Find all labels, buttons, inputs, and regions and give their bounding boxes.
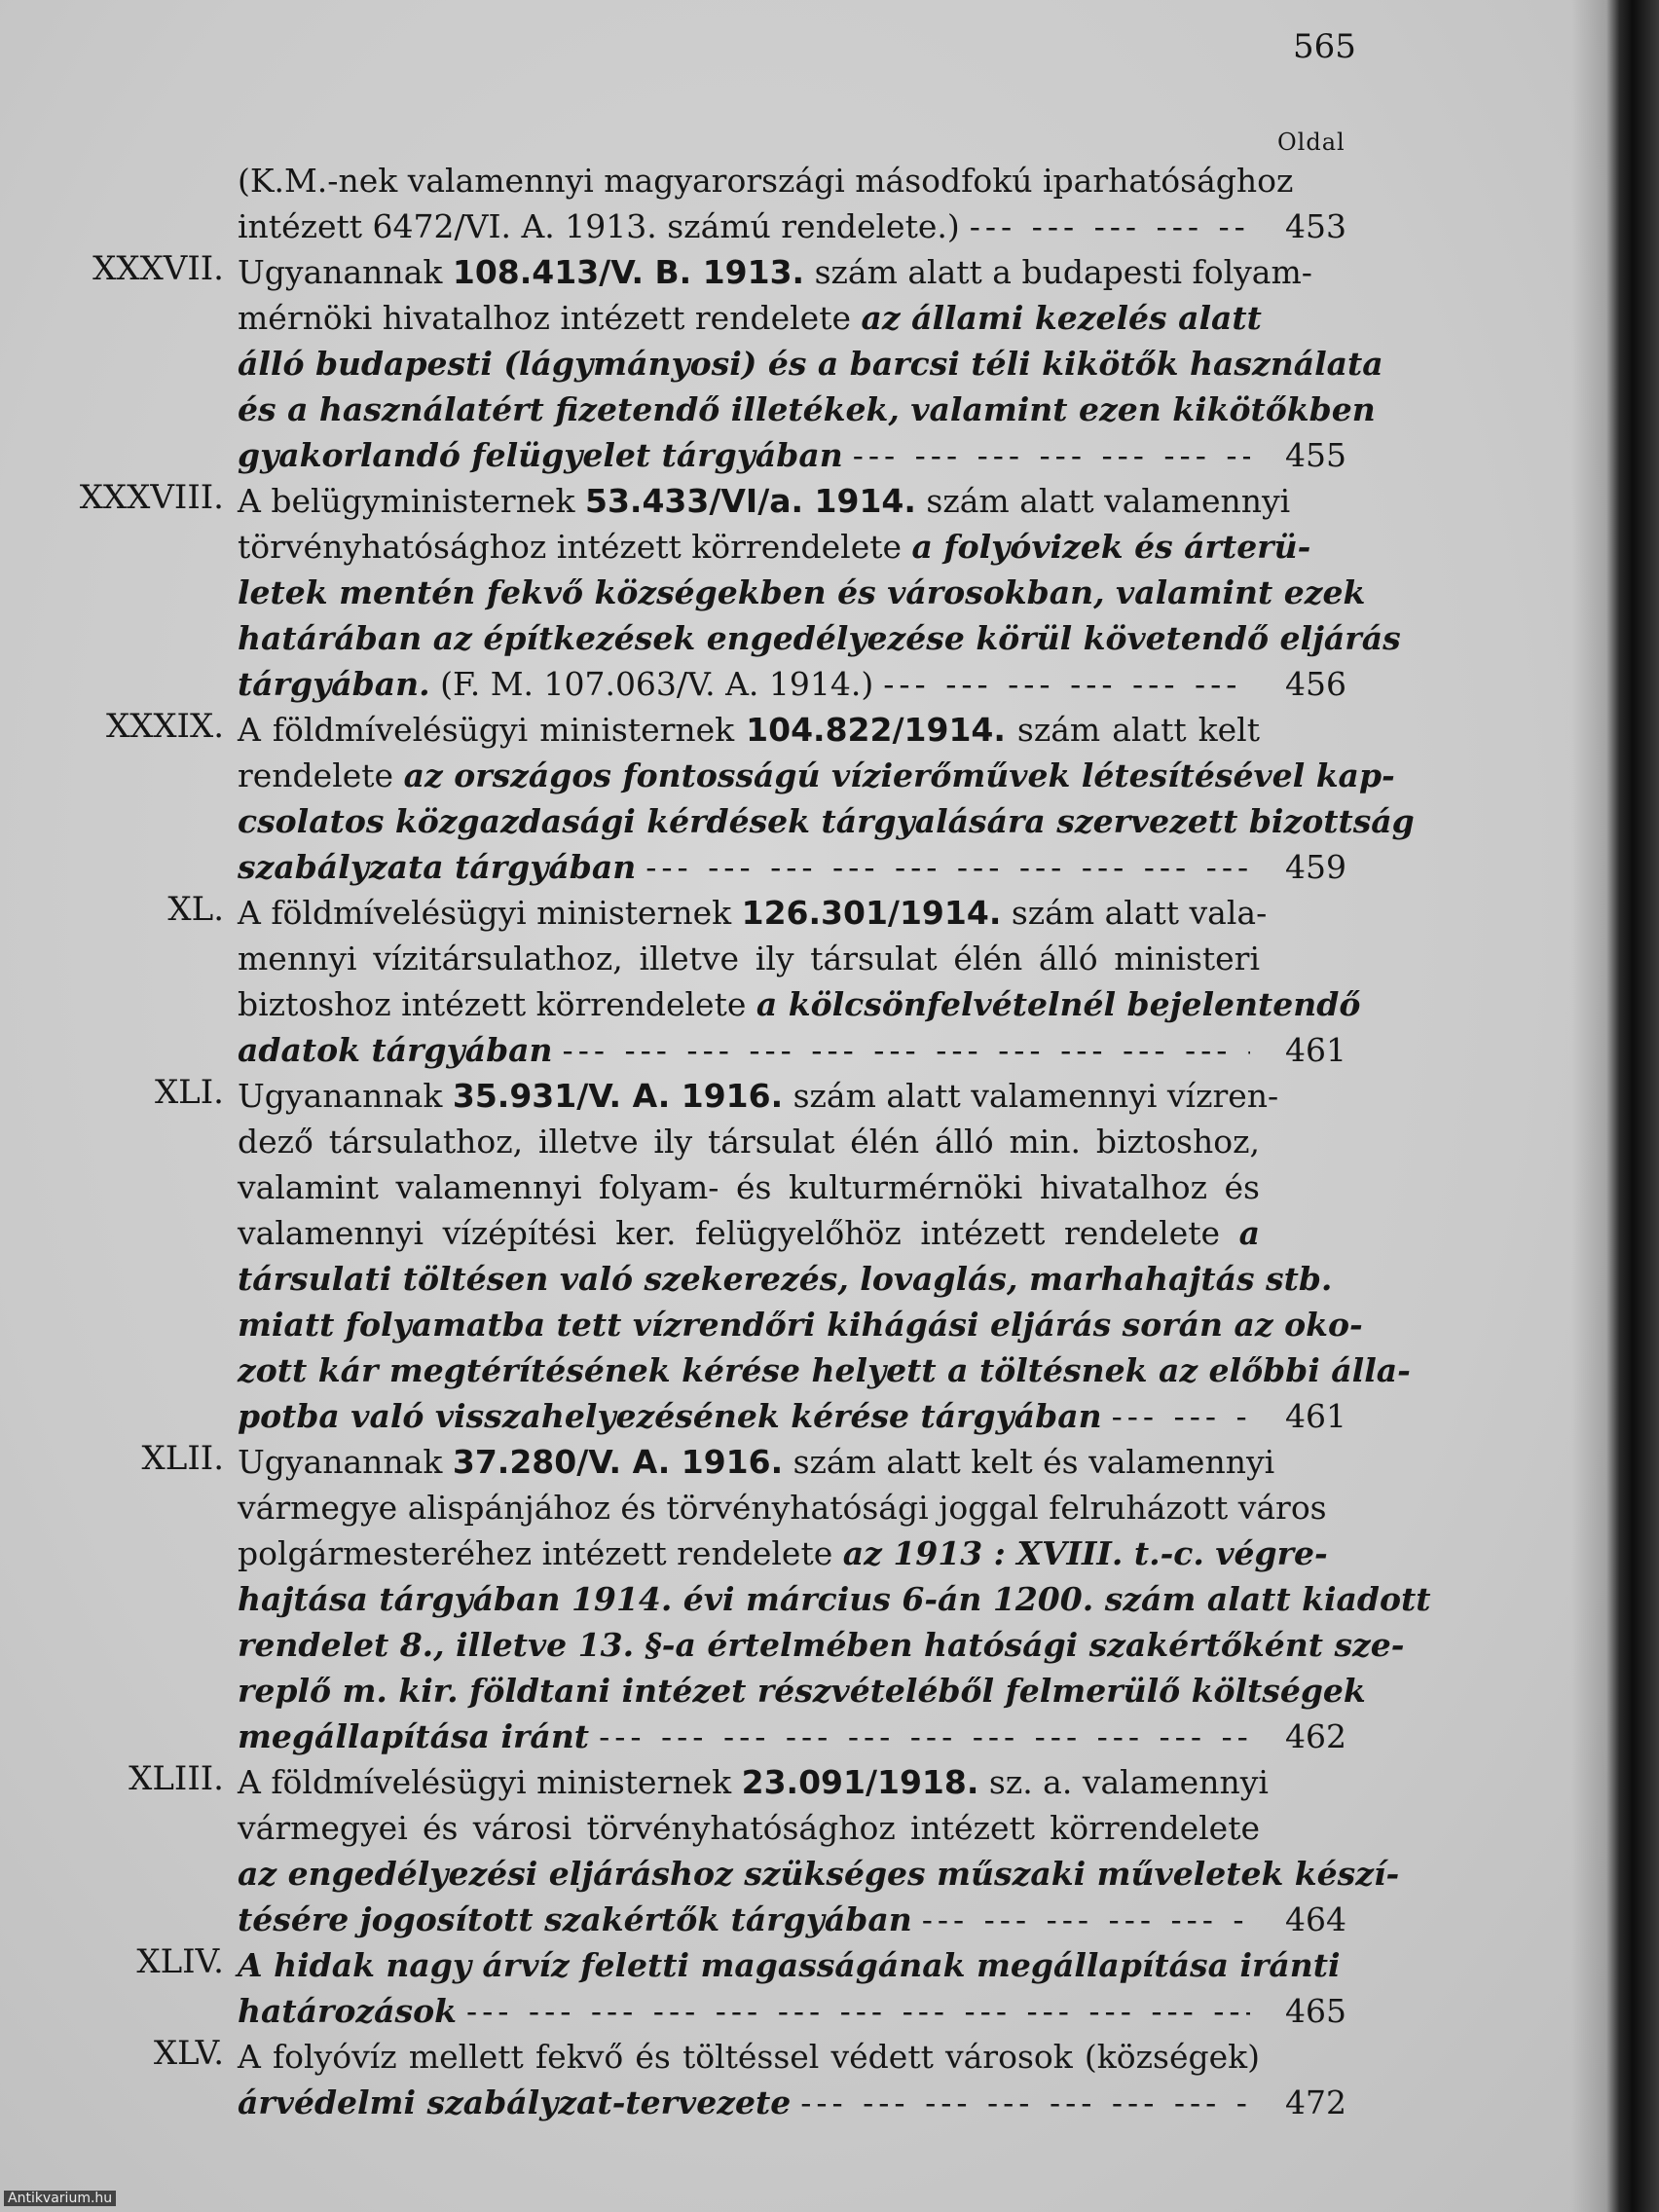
subject-text: a kölcsönfelvételnél bejelentendő [756, 985, 1361, 1023]
subject-text: a [1238, 1214, 1260, 1252]
toc-text-line [238, 387, 1376, 432]
page-number: 565 [1293, 27, 1356, 66]
toc-text-line [238, 478, 1291, 524]
subject-text: potba való visszahelyezésének kérése tárgyában [238, 1397, 1102, 1435]
toc-entry-text [238, 158, 1294, 249]
text-segment: szám alatt a budapesti folyam- [804, 253, 1312, 291]
toc-text-line [238, 249, 1312, 295]
text-segment: biztoshoz intézett körrendelete [238, 985, 756, 1023]
toc-text-line [238, 524, 1311, 570]
subject-text: rendelet 8., illetve 13. §-a értelmében hatósági szakértőként sze- [238, 1626, 1405, 1664]
text-segment: vármegye alispánjához és törvényhatósági joggal felruházott város [238, 1489, 1327, 1527]
toc-text-line [238, 1897, 1260, 1942]
toc-text-line [238, 1027, 1260, 1073]
toc-text-line [238, 158, 1294, 203]
subject-text: replő m. kir. földtani intézet részvételéből felmerülő költségek [238, 1672, 1366, 1710]
toc-line-text [238, 844, 636, 890]
toc-entry-number: XXXIX. [105, 707, 224, 746]
text-segment: szám alatt vala- [1001, 894, 1268, 932]
toc-text-line [238, 1164, 1260, 1210]
toc-entry-number: XXXVIII. [79, 478, 224, 517]
toc-text-line [238, 1942, 1341, 1988]
toc-entry [0, 890, 1361, 1073]
toc-text-line [238, 1073, 1279, 1119]
leader-dots [1112, 1393, 1250, 1439]
toc-text-line [238, 1530, 1328, 1576]
toc-text-line [238, 1668, 1366, 1714]
text-segment: (K.M.-nek valamennyi magyarországi másodfokú iparhatósághoz [238, 162, 1294, 200]
toc-page-reference: 455 [1285, 436, 1346, 474]
text-segment: szám alatt valamennyi vízren- [783, 1077, 1279, 1115]
toc-entry-number: XXXVII. [92, 249, 224, 288]
subject-text: A hidak nagy árvíz feletti magasságának megállapítása iránti [238, 1946, 1341, 1984]
toc-line-text [238, 1393, 1102, 1439]
toc-entry-number: XLV. [153, 2034, 224, 2073]
toc-entry-number: XLIII. [129, 1759, 224, 1798]
toc-page-reference: 459 [1285, 848, 1346, 886]
decree-number: 126.301/1914. [741, 894, 1002, 932]
toc-page-reference: 465 [1285, 1992, 1346, 2030]
leader-dots [883, 661, 1250, 707]
toc-text-line [238, 1622, 1405, 1668]
subject-text: tésére jogosított szakértők tárgyában [238, 1900, 912, 1938]
subject-text: hajtása tárgyában 1914. évi március 6-án 1200. szám alatt kiadott [238, 1580, 1431, 1618]
toc-text-line [238, 615, 1401, 661]
text-segment: A folyóvíz mellett fekvő és töltéssel védett városok (községek) [238, 2038, 1260, 2076]
subject-text: csolatos közgazdasági kérdések tárgyalására szervezett bizottság [238, 802, 1415, 840]
subject-text: és a használatért fizetendő illetékek, valamint ezen kikötőkben [238, 390, 1376, 428]
decree-number: 35.931/V. A. 1916. [452, 1077, 784, 1115]
toc-text-line [238, 1119, 1260, 1164]
toc-line-text [238, 1897, 912, 1942]
toc-line-text [238, 661, 873, 707]
toc-entry-text [238, 2034, 1260, 2125]
text-segment: A földmívelésügyi ministernek [238, 711, 747, 749]
subject-text: zott kár megtérítésének kérése helyett a töltésnek az előbbi álla- [238, 1351, 1411, 1389]
text-segment: szám alatt kelt és valamennyi [783, 1443, 1275, 1481]
text-segment: rendelete [238, 756, 404, 794]
text-segment: A földmívelésügyi ministernek [238, 894, 742, 932]
text-segment: Ugyanannak [238, 1077, 453, 1115]
subject-text: miatt folyamatba tett vízrendőri kihágási eljárás során az oko- [238, 1306, 1363, 1344]
subject-text: társulati töltésen való szekerezés, lovaglás, marhahajtás stb. [238, 1260, 1333, 1298]
text-segment: sz. a. valamennyi [978, 1763, 1269, 1801]
toc-page-reference: 461 [1285, 1031, 1346, 1069]
subject-text: tárgyában. [238, 665, 430, 703]
subject-text: gyakorlandó felügyelet tárgyában [238, 436, 843, 474]
subject-text: az 1913 : XVIII. t.-c. végre- [842, 1534, 1328, 1572]
subject-text: az országos fontosságú vízierőművek létesítésével kap- [403, 756, 1395, 794]
subject-text: adatok tárgyában [238, 1031, 553, 1069]
toc-text-line [238, 341, 1383, 387]
text-segment: A belügyministernek [238, 482, 585, 520]
toc-entry [0, 1439, 1431, 1759]
text-segment: szám alatt kelt [1005, 711, 1261, 749]
toc-text-line [238, 661, 1260, 707]
toc-text-line [238, 2080, 1260, 2125]
subject-text: megállapítása iránt [238, 1717, 590, 1755]
leader-dots [599, 1714, 1250, 1759]
toc-entry-number: XL. [167, 890, 224, 929]
toc-entry [0, 1759, 1400, 1942]
toc-page-reference: 461 [1285, 1397, 1346, 1435]
toc-entry [0, 1942, 1344, 2034]
toc-text-line [238, 2034, 1260, 2080]
subject-text: határában az építkezések engedélyezése körül követendő eljárás [238, 619, 1401, 657]
decree-number: 104.822/1914. [746, 711, 1006, 749]
toc-entry [0, 2034, 1344, 2125]
watermark-label: Antikvarium.hu [4, 2191, 116, 2206]
toc-text-line [238, 707, 1260, 753]
toc-text-line [238, 1988, 1260, 2034]
subject-text: határozások [238, 1992, 457, 2030]
decree-number: 23.091/1918. [741, 1763, 979, 1801]
toc-entry [0, 1073, 1411, 1439]
toc-text-line [238, 1393, 1260, 1439]
leader-dots [970, 203, 1250, 249]
toc-page-reference: 456 [1285, 665, 1346, 703]
text-segment: intézett 6472/VI. A. 1913. számú rendelete.) [238, 207, 960, 245]
subject-text: az állami kezelés alatt [861, 299, 1262, 337]
toc-text-line [238, 1805, 1260, 1851]
toc-entry-number: XLI. [154, 1073, 224, 1112]
text-segment: törvényhatósághoz intézett körrendelete [238, 528, 912, 566]
toc-text-line [238, 753, 1395, 798]
leader-dots [466, 1988, 1250, 2034]
leader-dots [800, 2080, 1250, 2125]
page-column-header: Oldal [1277, 129, 1346, 156]
toc-text-line [238, 1759, 1269, 1805]
toc-entry [0, 707, 1415, 890]
toc-text-line [238, 1302, 1363, 1347]
subject-text: álló budapesti (lágymányosi) és a barcsi téli kikötők használata [238, 345, 1383, 383]
text-segment: mennyi vízitársulathoz, illetve ily társulat élén álló ministeri [238, 940, 1260, 977]
text-segment: valamennyi vízépítési ker. felügyelőhöz intézett rendelete [238, 1214, 1239, 1252]
subject-text: a folyóvizek és árterü- [911, 528, 1311, 566]
text-segment: dező társulathoz, illetve ily társulat élén álló min. biztoshoz, [238, 1123, 1260, 1161]
text-segment: (F. M. 107.063/V. A. 1914.) [429, 665, 874, 703]
toc-text-line [238, 1210, 1260, 1256]
toc-text-line [238, 890, 1268, 936]
toc-text-line [238, 1485, 1327, 1530]
text-segment: valamint valamennyi folyam- és kulturmérnöki hivatalhoz és [238, 1168, 1260, 1206]
toc-text-line [238, 1256, 1333, 1302]
subject-text: letek mentén fekvő községekben és városokban, valamint ezek [238, 573, 1366, 611]
toc-line-text [238, 1027, 553, 1073]
toc-text-line [238, 1439, 1275, 1485]
text-segment: mérnöki hivatalhoz intézett rendelete [238, 299, 862, 337]
toc-text-line [238, 936, 1260, 981]
text-segment: Ugyanannak [238, 1443, 453, 1481]
text-segment: Ugyanannak [238, 253, 453, 291]
toc-text-line [238, 1347, 1411, 1393]
toc-text-line [238, 203, 1260, 249]
text-segment: polgármesteréhez intézett rendelete [238, 1534, 843, 1572]
decree-number: 37.280/V. A. 1916. [452, 1443, 784, 1481]
subject-text: árvédelmi szabályzat-tervezete [238, 2083, 792, 2121]
toc-text-line [238, 295, 1260, 341]
toc-entry [0, 158, 1344, 249]
leader-dots [853, 432, 1250, 478]
toc-line-text [238, 2080, 791, 2125]
toc-entry-number: XLII. [141, 1439, 224, 1478]
toc-page-reference: 464 [1285, 1900, 1346, 1938]
toc-entry-number: XLIV. [136, 1942, 224, 1981]
toc-entry [0, 249, 1383, 478]
leader-dots [563, 1027, 1250, 1073]
book-spine-shadow [1571, 0, 1659, 2212]
toc-entry [0, 478, 1401, 707]
toc-line-text [238, 1714, 589, 1759]
toc-text-line [238, 1714, 1260, 1759]
toc-text-line [238, 981, 1361, 1027]
toc-page-reference: 453 [1285, 207, 1346, 245]
toc-text-line [238, 570, 1366, 615]
toc-text-line [238, 844, 1260, 890]
toc-page-reference: 472 [1285, 2083, 1346, 2121]
decree-number: 108.413/V. B. 1913. [452, 253, 805, 291]
toc-page-reference: 462 [1285, 1717, 1346, 1755]
subject-text: szabályzata tárgyában [238, 848, 637, 886]
toc-line-text [238, 203, 960, 249]
toc-line-text [238, 432, 843, 478]
leader-dots [922, 1897, 1250, 1942]
decree-number: 53.433/VI/a. 1914. [584, 482, 916, 520]
toc-text-line [238, 1851, 1400, 1897]
leader-dots [645, 844, 1250, 890]
toc-text-line [238, 432, 1260, 478]
toc-line-text [238, 1988, 457, 2034]
text-segment: A földmívelésügyi ministernek [238, 1763, 742, 1801]
text-segment: vármegyei és városi törvényhatósághoz intézett körrendelete [238, 1809, 1260, 1847]
text-segment: szám alatt valamennyi [915, 482, 1291, 520]
toc-text-line [238, 1576, 1431, 1622]
toc-text-line [238, 798, 1415, 844]
subject-text: az engedélyezési eljáráshoz szükséges műszaki műveletek készí- [238, 1855, 1400, 1893]
